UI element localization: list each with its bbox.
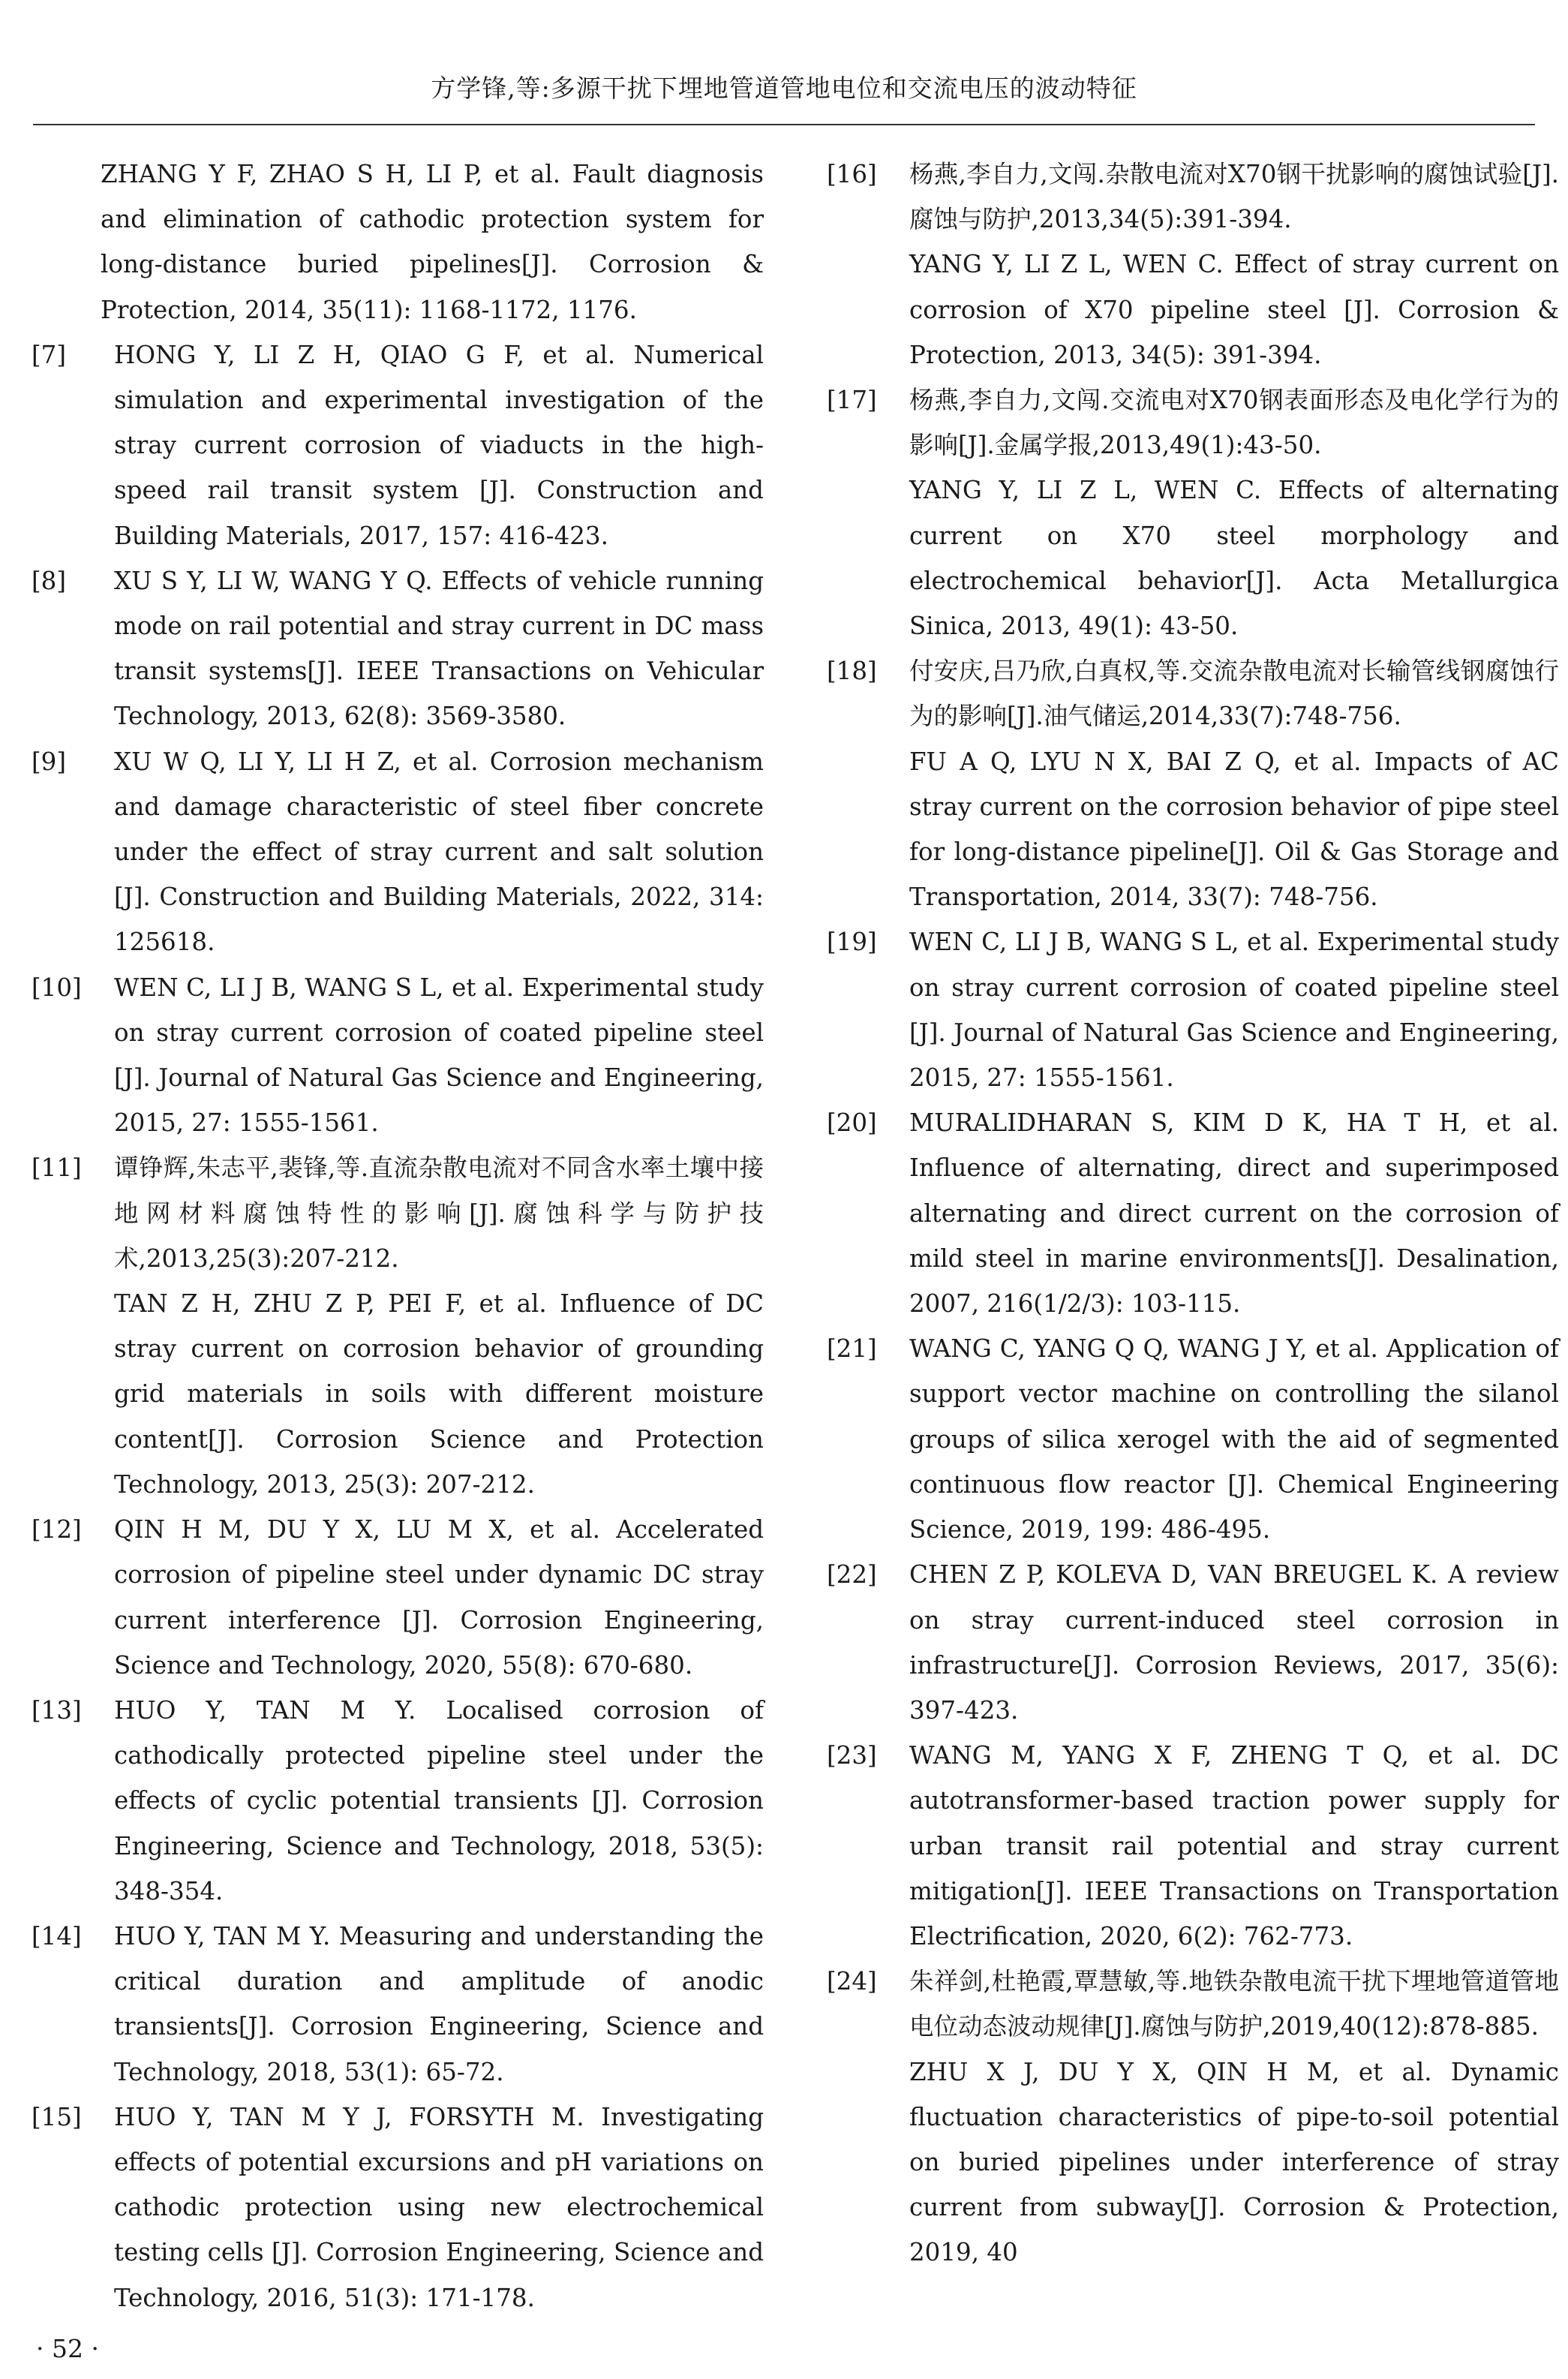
- reference-entry: [32, 1914, 764, 2095]
- reference-text: TAN Z H, ZHU Z P, PEI F, et al. Influence of DC stray current on corrosion behavior of grounding grid materials in soils with different moisture content[J]. Corrosion Science and Protection Technology, 2013, 25(3): 207-212.: [114, 1289, 764, 1499]
- reference-number: [11]: [32, 1153, 82, 1183]
- reference-text: YANG Y, LI Z L, WEN C. Effect of stray current on corrosion of X70 pipeline steel [J]. Corrosion & Protection, 2013, 34(5): 391-394.: [909, 250, 1559, 369]
- reference-number: [13]: [32, 1695, 82, 1725]
- reference-number: [17]: [827, 386, 877, 415]
- reference-text: WANG C, YANG Q Q, WANG J Y, et al. Application of support vector machine on controlling the silanol groups of silica xerogel with the aid of segmented continuous flow reactor [J]. Chemical Engineering Science, 2019, 199: 486-495.: [909, 1334, 1559, 1544]
- reference-entry: [32, 558, 764, 739]
- reference-text: 朱祥剑,杜艳霞,覃慧敏,等.地铁杂散电流干扰下埋地管道管地电位动态波动规律[J].腐蚀与防护,2019,40(12):878-885.: [909, 1967, 1559, 2041]
- reference-number: [21]: [827, 1334, 877, 1364]
- reference-number: [20]: [827, 1108, 877, 1138]
- reference-number: [19]: [827, 928, 877, 957]
- reference-entry: [827, 648, 1559, 919]
- reference-entry: [827, 1733, 1559, 1959]
- reference-entry: [32, 332, 764, 558]
- reference-text: 杨燕,李自力,文闯.交流电对X70钢表面形态及电化学行为的影响[J].金属学报,2013,49(1):43-50.: [909, 386, 1559, 460]
- reference-text: ZHU X J, DU Y X, QIN H M, et al. Dynamic fluctuation characteristics of pipe-to-soil potential on buried pipelines under interference of stray current from subway[J]. Corrosion & Protection, 2019, 40: [909, 2057, 1559, 2267]
- reference-number: [7]: [32, 340, 67, 369]
- reference-entry: [827, 1326, 1559, 1552]
- reference-text: 谭铮辉,朱志平,裴锋,等.直流杂散电流对不同含水率土壤中接地网材料腐蚀特性的影响[J].腐蚀科学与防护技术,2013,25(3):207-212.: [114, 1153, 764, 1273]
- reference-number: [24]: [827, 1967, 877, 1996]
- reference-text: FU A Q, LYU N X, BAI Z Q, et al. Impacts of AC stray current on the corrosion behavior of pipe steel for long-distance pipeline[J]. Oil & Gas Storage and Transportation, 2014, 33(7): 748-756.: [909, 747, 1559, 912]
- reference-number: [18]: [827, 657, 877, 686]
- page-number: · 52 ·: [36, 2334, 99, 2363]
- reference-entry: [827, 1959, 1559, 2275]
- reference-text: XU S Y, LI W, WANG Y Q. Effects of vehicle running mode on rail potential and stray current in DC mass transit systems[J]. IEEE Transactions on Vehicular Technology, 2013, 62(8): 3569-3580.: [114, 566, 764, 731]
- reference-text: HUO Y, TAN M Y. Localised corrosion of cathodically protected pipeline steel under the effects of cyclic potential transients [J]. Corrosion Engineering, Science and Technology, 2018, 53(5): 348-354.: [114, 1695, 764, 1905]
- reference-text: QIN H M, DU Y X, LU M X, et al. Accelerated corrosion of pipeline steel under dynamic DC stray current interference [J]. Corrosion Engineering, Science and Technology, 2020, 55(8): 670-680.: [114, 1515, 764, 1680]
- reference-text: YANG Y, LI Z L, WEN C. Effects of alternating current on X70 steel morphology and electrochemical behavior[J]. Acta Metallurgica Sinica, 2013, 49(1): 43-50.: [909, 476, 1559, 641]
- reference-entry: [32, 152, 764, 332]
- reference-number: [9]: [32, 747, 67, 776]
- reference-list-right-column: [827, 152, 1559, 2275]
- reference-number: [23]: [827, 1741, 877, 1770]
- reference-text: XU W Q, LI Y, LI H Z, et al. Corrosion mechanism and damage characteristic of steel fiber concrete under the effect of stray current and salt solution [J]. Construction and Building Materials, 2022, 314: 125618.: [114, 747, 764, 957]
- reference-text: MURALIDHARAN S, KIM D K, HA T H, et al. Influence of alternating, direct and superimposed alternating and direct current on the corrosion of mild steel in marine environments[J]. Desalination, 2007, 216(1/2/3): 103-115.: [909, 1108, 1559, 1319]
- reference-text: ZHANG Y F, ZHAO S H, LI P, et al. Fault diagnosis and elimination of cathodic protection system for long-distance buried pipelines[J]. Corrosion & Protection, 2014, 35(11): 1168-1172, 1176.: [101, 160, 764, 324]
- reference-number: [22]: [827, 1560, 877, 1590]
- header-rule: [33, 124, 1535, 125]
- reference-number: [16]: [827, 160, 877, 188]
- reference-text: WEN C, LI J B, WANG S L, et al. Experimental study on stray current corrosion of coated pipeline steel [J]. Journal of Natural Gas Science and Engineering, 2015, 27: 1555-1561.: [114, 973, 764, 1138]
- reference-text: HONG Y, LI Z H, QIAO G F, et al. Numerical simulation and experimental investigation of the stray current corrosion of viaducts in the high-speed rail transit system [J]. Construction and Building Materials, 2017, 157: 416-423.: [114, 340, 764, 550]
- running-title: 方学锋,等:多源干扰下埋地管道管地电位和交流电压的波动特征: [431, 74, 1137, 103]
- reference-text: 杨燕,李自力,文闯.杂散电流对X70钢干扰影响的腐蚀试验[J].腐蚀与防护,2013,34(5):391-394.: [909, 160, 1559, 234]
- reference-entry: [827, 377, 1559, 648]
- reference-text: CHEN Z P, KOLEVA D, VAN BREUGEL K. A review on stray current-induced steel corrosion in infrastructure[J]. Corrosion Reviews, 2017, 35(6): 397-423.: [909, 1560, 1559, 1725]
- reference-entry: [827, 152, 1559, 377]
- reference-text: HUO Y, TAN M Y. Measuring and understanding the critical duration and amplitude of anodic transients[J]. Corrosion Engineering, Science and Technology, 2018, 53(1): 65-72.: [114, 1921, 764, 2086]
- reference-entry: [32, 2095, 764, 2320]
- reference-entry: [827, 919, 1559, 1100]
- reference-text: HUO Y, TAN M Y J, FORSYTH M. Investigating effects of potential excursions and pH variations on cathodic protection using new electrochemical testing cells [J]. Corrosion Engineering, Science and Technology, 2016, 51(3): 171-178.: [114, 2102, 764, 2312]
- reference-text: WANG M, YANG X F, ZHENG T Q, et al. DC autotransformer-based traction power supply for urban transit rail potential and stray current mitigation[J]. IEEE Transactions on Transportation Electrification, 2020, 6(2): 762-773.: [909, 1741, 1559, 1950]
- reference-list-left-column: [32, 152, 764, 2320]
- reference-entry: [32, 739, 764, 965]
- reference-number: [15]: [32, 2102, 82, 2131]
- reference-number: [12]: [32, 1515, 82, 1544]
- reference-number: [10]: [32, 973, 82, 1002]
- reference-number: [8]: [32, 566, 67, 595]
- reference-entry: [32, 1145, 764, 1507]
- reference-entry: [32, 965, 764, 1146]
- reference-entry: [827, 1552, 1559, 1733]
- reference-entry: [32, 1688, 764, 1914]
- reference-number: [14]: [32, 1921, 82, 1950]
- reference-entry: [827, 1100, 1559, 1326]
- reference-text: WEN C, LI J B, WANG S L, et al. Experimental study on stray current corrosion of coated pipeline steel [J]. Journal of Natural Gas Science and Engineering, 2015, 27: 1555-1561.: [909, 928, 1559, 1093]
- reference-entry: [32, 1507, 764, 1688]
- reference-text: 付安庆,吕乃欣,白真权,等.交流杂散电流对长输管线钢腐蚀行为的影响[J].油气储运,2014,33(7):748-756.: [909, 657, 1559, 731]
